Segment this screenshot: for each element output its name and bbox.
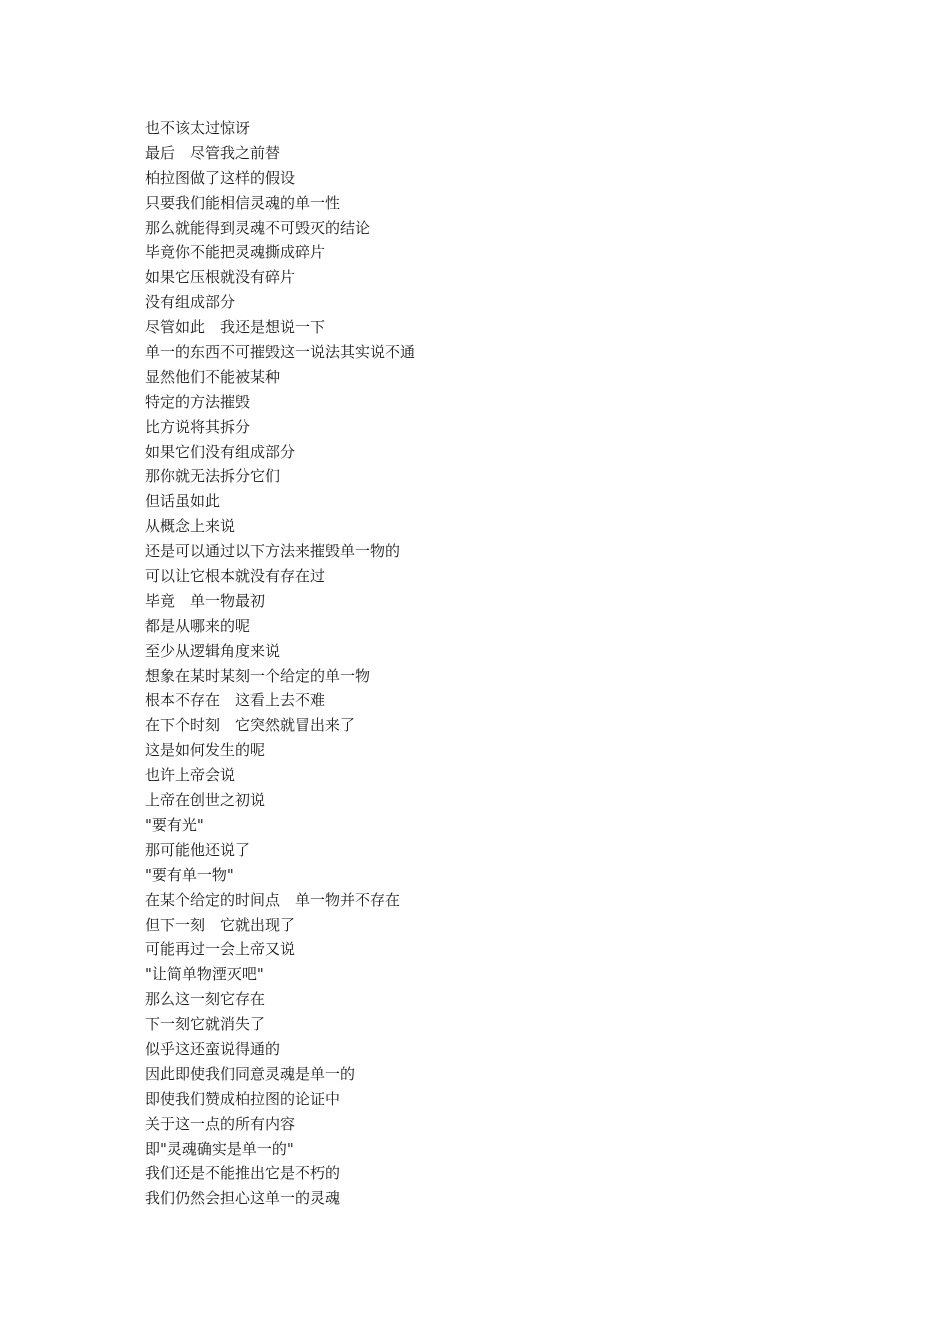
text-line: 比方说将其拆分: [145, 417, 251, 436]
text-line: 根本不存在 这看上去不难: [145, 691, 326, 710]
document-text-block: [145, 116, 845, 1211]
text-line: 但话虽如此: [145, 492, 221, 511]
text-line: 尽管如此 我还是想说一下: [145, 318, 326, 337]
text-line: 只要我们能相信灵魂的单一性: [145, 193, 341, 212]
text-line: 在下个时刻 它突然就冒出来了: [145, 716, 356, 735]
text-line: 如果它们没有组成部分: [145, 442, 296, 461]
text-line: 也不该太过惊讶: [145, 119, 251, 137]
text-line: 柏拉图做了这样的假设: [145, 168, 296, 187]
text-line: 没有组成部分: [145, 293, 236, 312]
text-line: 那可能他还说了: [145, 840, 251, 859]
text-line: 毕竟 单一物最初: [145, 591, 266, 610]
text-line: 可以让它根本就没有存在过: [145, 567, 326, 586]
text-line: 最后 尽管我之前替: [145, 143, 281, 162]
text-line: 我们还是不能推出它是不朽的: [145, 1164, 341, 1183]
text-line: 那么这一刻它存在: [145, 990, 266, 1009]
text-line: "要有单一物": [145, 865, 234, 884]
text-line: 下一刻它就消失了: [145, 1015, 266, 1034]
text-line: 即"灵魂确实是单一的": [145, 1139, 294, 1158]
text-line: 如果它压根就没有碎片: [145, 268, 296, 287]
text-line: 那么就能得到灵魂不可毁灭的结论: [145, 218, 371, 237]
text-line: 显然他们不能被某种: [145, 367, 281, 386]
text-line: "让简单物湮灭吧": [145, 965, 264, 984]
text-line: 但下一刻 它就出现了: [145, 915, 296, 934]
text-line: 即使我们赞成柏拉图的论证中: [145, 1089, 341, 1108]
text-line: 那你就无法拆分它们: [145, 467, 281, 486]
text-line: 还是可以通过以下方法来摧毁单一物的: [145, 542, 401, 561]
text-line: 从概念上来说: [145, 517, 236, 536]
text-line: 都是从哪来的呢: [145, 616, 251, 635]
text-line: 这是如何发生的呢: [145, 741, 266, 760]
text-line: 关于这一点的所有内容: [145, 1114, 296, 1133]
text-line: 单一的东西不可摧毁这一说法其实说不通: [145, 343, 416, 362]
text-line: 上帝在创世之初说: [145, 791, 266, 810]
text-line: 毕竟你不能把灵魂撕成碎片: [145, 243, 326, 262]
text-line: 我们仍然会担心这单一的灵魂: [145, 1189, 341, 1208]
text-line: 在某个给定的时间点 单一物并不存在: [145, 890, 401, 909]
text-line: 想象在某时某刻一个给定的单一物: [145, 666, 371, 685]
text-line: 因此即使我们同意灵魂是单一的: [145, 1064, 356, 1083]
text-line: 也许上帝会说: [145, 766, 236, 785]
text-line: 可能再过一会上帝又说: [145, 940, 296, 959]
text-line: 特定的方法摧毁: [145, 392, 251, 411]
text-line: "要有光": [145, 815, 204, 834]
text-line: 至少从逻辑角度来说: [145, 641, 281, 660]
text-line: 似乎这还蛮说得通的: [145, 1039, 281, 1058]
